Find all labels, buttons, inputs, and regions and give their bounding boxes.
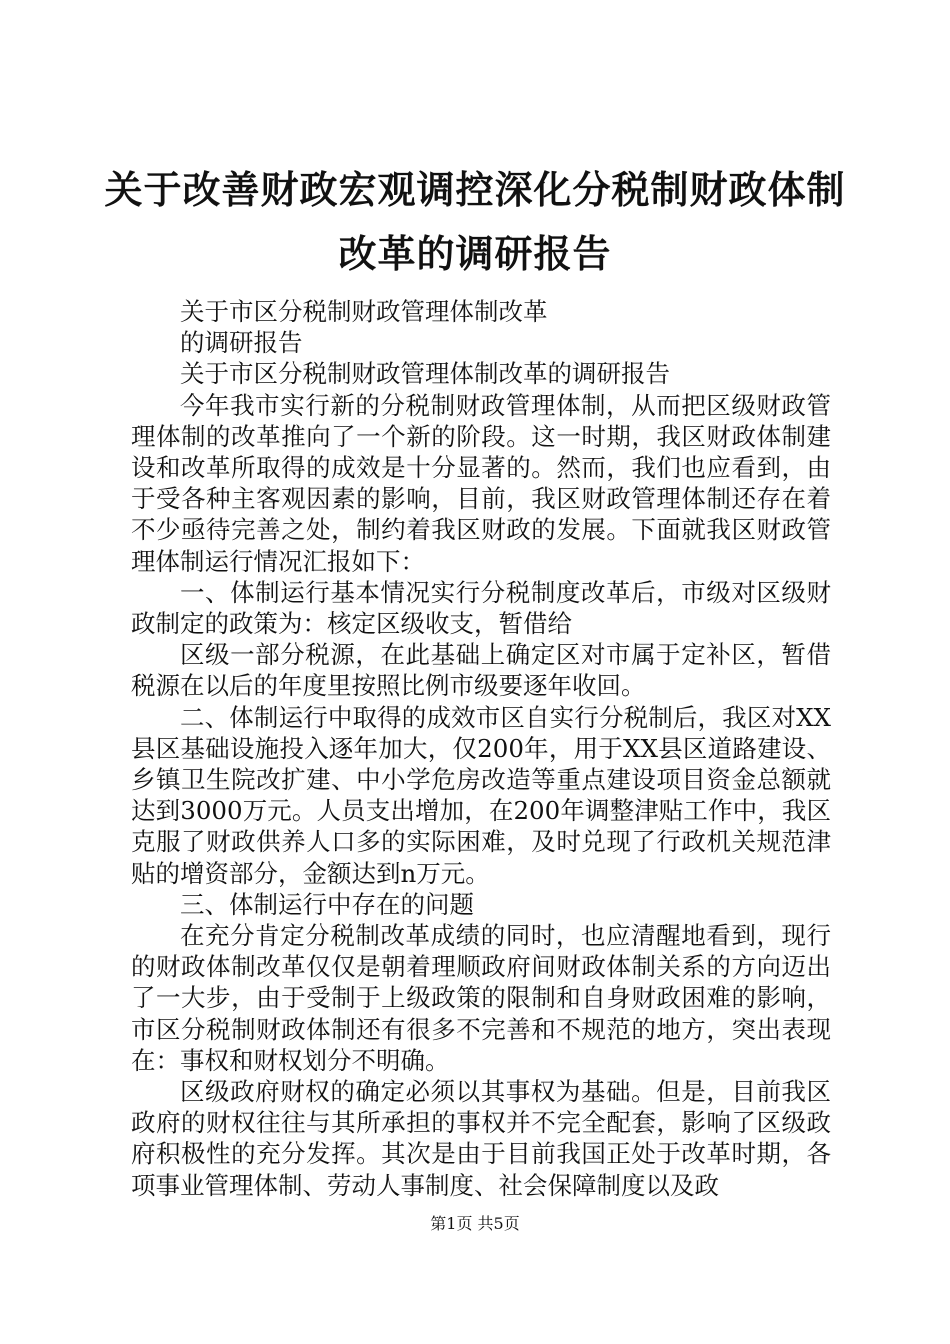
paragraph: 区级一部分税源，在此基础上确定区对市属于定补区，暂借税源在以后的年度里按照比例市级要逐年收回。 <box>131 640 831 701</box>
document-title: 关于改善财政宏观调控深化分税制财政体制改革的调研报告 <box>104 168 846 276</box>
paragraph: 关于市区分税制财政管理体制改革的调研报告 <box>180 359 670 389</box>
paragraph: 二、体制运行中取得的成效市区自实行分税制后，我区对XX县区基础设施投入逐年加大，仅200年，用于XX县区道路建设、乡镇卫生院改扩建、中小学危房改造等重点建设项目资金总额就达到3000万元。人员支出增加，在200年调整津贴工作中，我区克服了财政供养人口多的实际困难，及时兑现了行政机关规范津贴的增资部分，金额达到n万元。 <box>131 702 831 888</box>
paragraph: 三、体制运行中存在的问题 <box>180 889 474 919</box>
paragraph: 一、体制运行基本情况实行分税制度改革后，市级对区级财政制定的政策为：核定区级收支，暂借给 <box>131 577 831 639</box>
document-body <box>131 296 831 1201</box>
paragraph: 今年我市实行新的分税制财政管理体制，从而把区级财政管理体制的改革推向了一个新的阶段。这一时期，我区财政体制建设和改革所取得的成效是十分显著的。然而，我们也应看到，由于受各种主客观因素的影响，目前，我区财政管理体制还存在着不少亟待完善之处，制约着我区财政的发展。下面就我区财政管理体制运行情况汇报如下： <box>131 390 831 576</box>
paragraph: 在充分肯定分税制改革成绩的同时，也应清醒地看到，现行的财政体制改革仅仅是朝着理顺政府间财政体制关系的方向迈出了一大步，由于受制于上级政策的限制和自身财政困难的影响，市区分税制财政体制还有很多不完善和不规范的地方，突出表现在：事权和财权划分不明确。 <box>131 921 831 1075</box>
paragraph: 的调研报告 <box>180 328 303 358</box>
paragraph: 区级政府财权的确定必须以其事权为基础。但是，目前我区政府的财权往往与其所承担的事权并不完全配套，影响了区级政府积极性的充分发挥。其次是由于目前我国正处于改革时期，各项事业管理体制、劳动人事制度、社会保障制度以及政 <box>131 1077 831 1200</box>
paragraph: 关于市区分税制财政管理体制改革 <box>180 297 548 326</box>
page-footer: 第1页 共5页 <box>430 1214 520 1233</box>
